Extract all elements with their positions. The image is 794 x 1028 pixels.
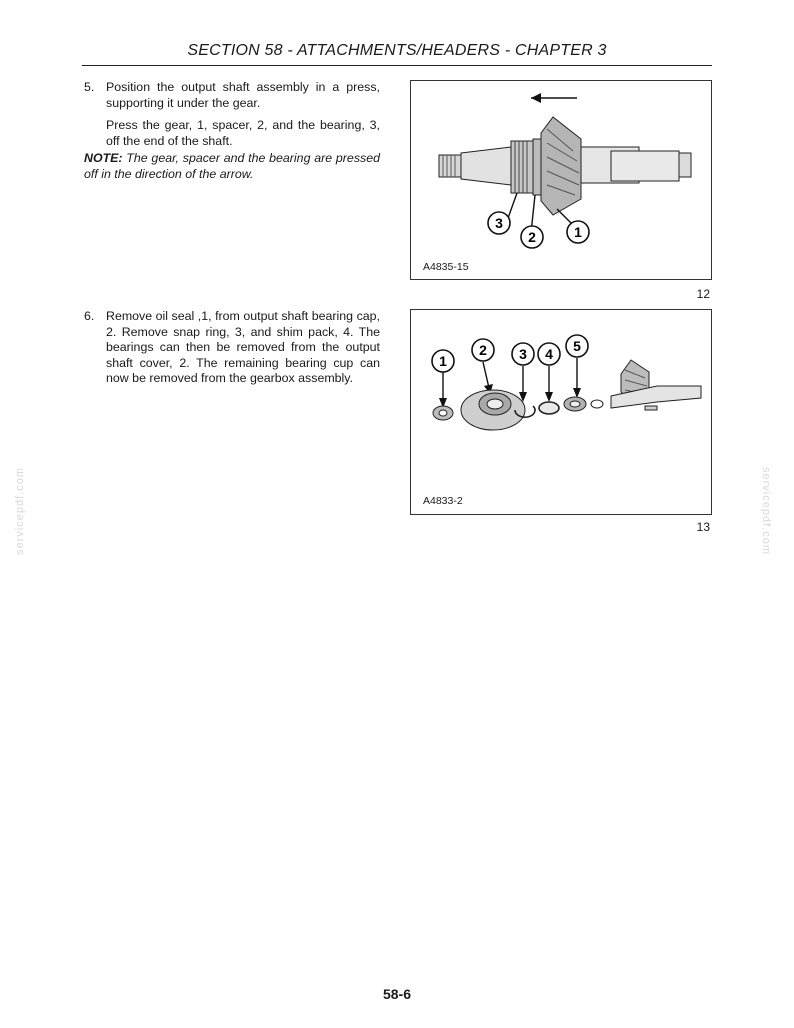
step-paragraph: Press the gear, 1, spacer, 2, and the bearing, 3, off the end of the shaft. — [106, 118, 380, 148]
figure-number: 12 — [696, 287, 710, 301]
step-paragraph: Position the output shaft assembly in a press, supporting it under the gear. — [106, 80, 380, 110]
callout-label: 4 — [545, 346, 553, 362]
step-number: 5. — [84, 80, 95, 94]
callout-label: 2 — [479, 342, 487, 358]
header-rule — [82, 65, 712, 66]
exploded-parts-illustration — [411, 310, 711, 514]
figure-number: 13 — [696, 520, 710, 534]
step-number: 6. — [84, 309, 95, 323]
callout-label: 1 — [439, 353, 447, 369]
watermark-right: servicepdf.com — [759, 467, 772, 555]
callout-label: 1 — [574, 224, 582, 240]
figure-13 — [410, 309, 712, 515]
callout-label: 3 — [519, 346, 527, 362]
figure-code: A4833-2 — [423, 495, 463, 507]
step-5 — [84, 80, 380, 156]
output-shaft-illustration — [411, 81, 711, 279]
figure-12 — [410, 80, 712, 280]
note-text: The gear, spacer and the bearing are pressed off in the direction of the arrow. — [84, 151, 380, 181]
note — [84, 151, 380, 182]
step-6 — [84, 309, 380, 394]
figure-code: A4835-15 — [423, 261, 469, 273]
page-number: 58-6 — [382, 986, 412, 1002]
watermark-left: servicepdf.com — [13, 467, 26, 555]
callout-label: 3 — [495, 215, 503, 231]
step-paragraph: Remove oil seal ,1, from output shaft bearing cap, 2. Remove snap ring, 3, and shim pack, 4. The bearings can then be removed from the output shaft cover, 2. The remaining bearing cup can now be removed from the gearbox assembly. — [106, 309, 380, 385]
callout-label: 2 — [528, 229, 536, 245]
note-label: NOTE: — [84, 151, 123, 165]
page-header: SECTION 58 - ATTACHMENTS/HEADERS - CHAPTER 3 — [187, 42, 607, 59]
callout-label: 5 — [573, 338, 581, 354]
